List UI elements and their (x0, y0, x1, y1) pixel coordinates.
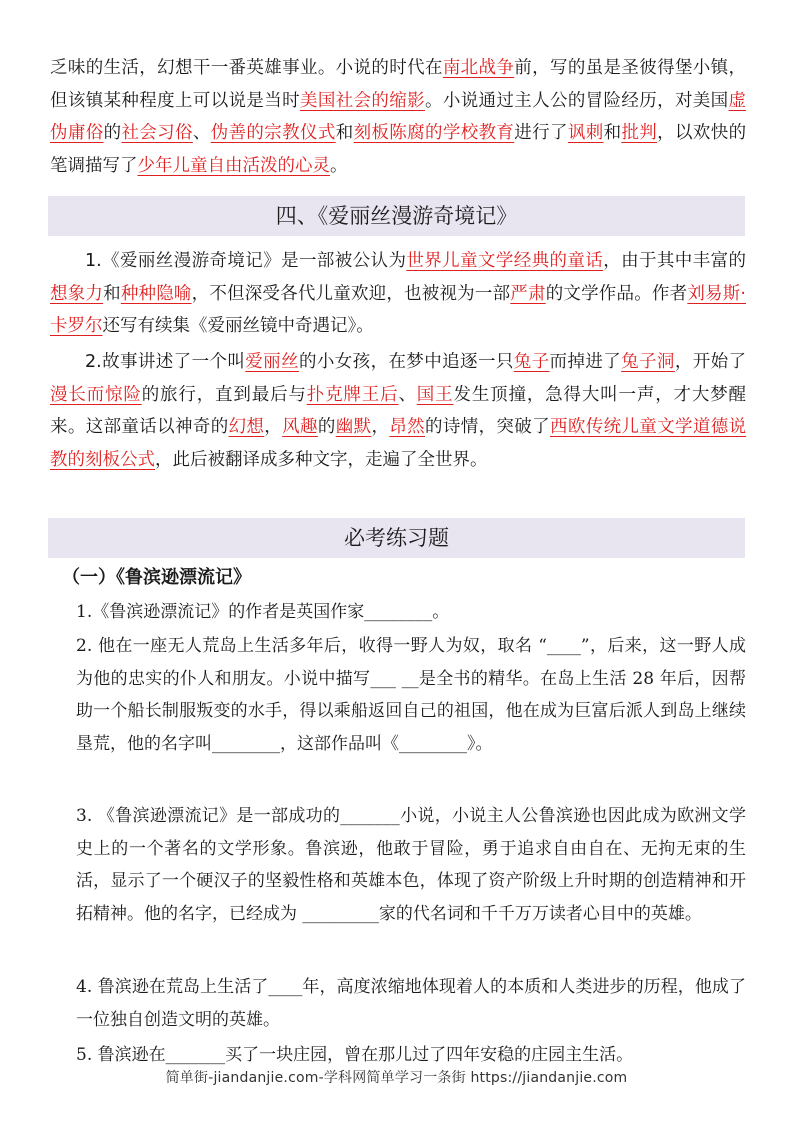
text-segment: 、 (192, 123, 211, 143)
text-segment: 和 (603, 123, 622, 143)
highlighted-term: 刘易斯·卡罗尔 (50, 283, 746, 336)
text-segment: 的旅行，直到最后与 (141, 384, 307, 405)
text-segment: 和 (103, 283, 121, 304)
highlighted-term: 昂然 (389, 417, 426, 437)
highlighted-term: 美国社会的缩影 (299, 90, 425, 111)
text-segment: ， (371, 417, 390, 437)
text-segment: ，开始了 (674, 352, 747, 372)
highlighted-term: 虚伪庸俗 (50, 90, 747, 143)
text-segment: 的文学作品。作者 (545, 283, 688, 304)
page-footer: 简单街-jiandanjie.com-学科网简单学习一条街 https://jiandanjie.com (165, 1070, 628, 1086)
highlighted-term: 兔子洞 (621, 352, 675, 372)
text-segment: 还写有续集《爱丽丝镜中奇遇记》。 (102, 316, 374, 336)
text-segment: 。小说通过主人公的冒险经历，对美国 (424, 90, 729, 111)
highlighted-term: 社会习俗 (121, 123, 193, 143)
text-segment: 、 (398, 384, 417, 405)
text-segment: 的诗情，突破了 (425, 417, 551, 437)
highlighted-term: 伪善的宗教仪式 (210, 123, 336, 143)
highlighted-term: 幻想 (228, 417, 265, 437)
text-segment: 1.《爱丽丝漫游奇境记》是一部被公认为 (85, 251, 407, 271)
highlighted-term: 讽刺 (567, 123, 604, 143)
alice-paragraph-2 (50, 346, 746, 476)
highlighted-term: 风趣 (282, 417, 318, 437)
text-segment: 2.故事讲述了一个叫 (85, 352, 246, 372)
question-3: 3. 《鲁滨逊漂流记》是一部成功的_______小说，小说主人公鲁滨逊也因此成为欧洲文学史上的一个著名的文学形象。鲁滨逊，他敢于冒险，勇于追求自由自在、无拘无束的生活，显示了一个硬汉子的坚毅性格和英雄本色，体现了资产阶级上升时期的创造精神和开拓精神。他的名字，已经成为 _________家的代名词和千千万万读者心目中的英雄。 (76, 806, 746, 925)
alice-paragraph-1 (50, 245, 746, 343)
section-header-practice: 必考练习题 (48, 518, 745, 558)
question-2: 2. 他在一座无人荒岛上生活多年后，收得一野人为奴，取名 “____”，后来，这一野人成为他的忠实的仆人和朋友。小说中描写___ __是全书的精华。在岛上生活 28 年后，因帮助一个船长制服叛变的水手，得以乘船返回自己的祖国，他在成为巨富后派人到岛上继续垦荒，他的名字叫________，这部作品叫《________》。 (76, 636, 746, 755)
highlighted-term: 爱丽丝 (245, 352, 299, 372)
text-segment: 而掉进了 (549, 352, 622, 372)
text-segment: ，由于其中丰富的 (603, 251, 746, 271)
text-segment: ， (264, 417, 283, 437)
question-1: 1.《鲁滨逊漂流记》的作者是英国作家________。 (76, 602, 450, 622)
highlighted-term: 种种隐喻 (120, 283, 192, 304)
subsection-title: （一）《鲁滨逊漂流记》 (62, 567, 251, 588)
highlighted-term: 幽默 (335, 417, 372, 437)
highlighted-term: 兔子 (513, 352, 550, 372)
highlighted-term: 批判 (621, 123, 658, 143)
highlighted-term: 刻板陈腐的学校教育 (353, 123, 515, 143)
text-segment: 乏味的生活，幻想干一番英雄事业。小说的时代在 (50, 58, 443, 78)
question-5: 5. 鲁滨逊在_______买了一块庄园，曾在那儿过了四年安稳的庄园主生活。 (76, 1045, 634, 1065)
text-segment: ，以欢快的笔调描写了 (50, 123, 747, 176)
highlighted-term: 扑克牌王后 (306, 384, 399, 405)
highlighted-term: 想象力 (50, 283, 104, 304)
highlighted-term: 世界儿童文学经典的童话 (406, 251, 604, 271)
section-header-alice: 四、《爱丽丝漫游奇境记》 (48, 196, 745, 236)
question-4: 4. 鲁滨逊在荒岛上生活了____年，高度浓缩地体现着人的本质和人类进步的历程，他成了一位独自创造文明的英雄。 (76, 977, 746, 1030)
highlighted-term: 国王 (416, 384, 454, 405)
text-segment: 的小女孩，在梦中追逐一只 (298, 352, 514, 372)
intro-paragraph (50, 52, 746, 182)
highlighted-term: 少年儿童自由活泼的心灵 (137, 155, 330, 176)
text-segment: 进行了 (514, 123, 568, 143)
highlighted-term: 南北战争 (442, 58, 515, 78)
text-segment: ，此后被翻译成多种文字，走遍了全世界。 (155, 449, 488, 470)
text-segment: ，不但深受各代儿童欢迎，也被视为一部 (191, 283, 511, 304)
highlighted-term: 西欧传统儿童文学道德说教的刻板公式 (50, 417, 747, 470)
highlighted-term: 严肃 (510, 283, 546, 304)
text-segment: 。 (330, 155, 348, 176)
text-segment: 前，写的虽是圣彼得堡小镇，但该镇某种程度上可以说是当时 (50, 58, 747, 111)
text-segment: 和 (335, 123, 354, 143)
text-segment: 发生顶撞，急得大叫一声，才大梦醒来。这部童话以神奇的 (50, 384, 747, 437)
text-segment: 的 (317, 417, 336, 437)
highlighted-term: 漫长而惊险 (50, 384, 142, 405)
text-segment: 的 (103, 123, 122, 143)
